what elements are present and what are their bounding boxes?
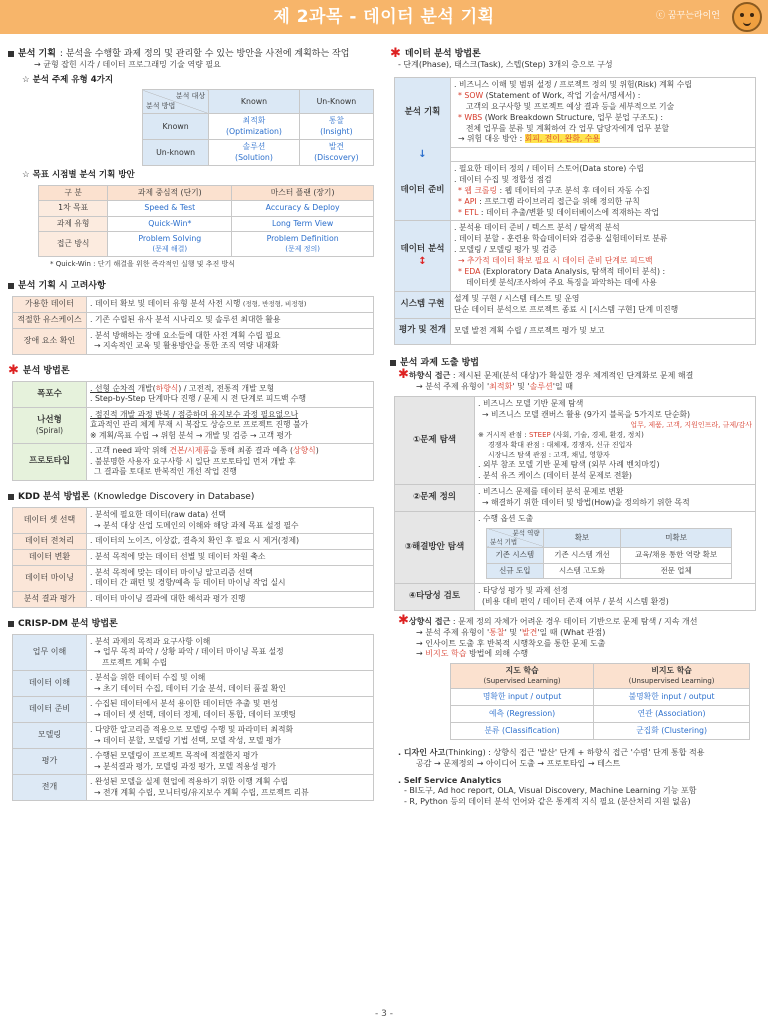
learn-cell: 불명확한 input / output: [594, 689, 750, 706]
matrix-col1: Known: [209, 90, 300, 114]
crisp-label: 전개: [13, 775, 87, 801]
section-method: [8, 362, 376, 378]
goal-cell: 과제 유형: [39, 216, 108, 232]
option-cell: 기존 시스템 개선: [543, 548, 621, 564]
phase-arrow: [395, 148, 451, 162]
spacer: [451, 148, 756, 162]
method-text: . 고객 need 파악 위해 견본/시제품을 통해 최종 결과 예측 (상향식) . 불분명한 사용자 요구사항 시 일단 프로토타입 먼저 개발 후 그 결과를 토대로 반복적인 개선 작업 진행: [87, 444, 374, 481]
method-label: 프로토타입: [13, 444, 87, 481]
bullet-square-icon: [8, 621, 14, 627]
goal-cell: Quick-Win*: [108, 216, 232, 232]
goal-cell: Long Term View: [232, 216, 374, 232]
section-data-method: [390, 48, 760, 60]
consider-text: . 데이터 확보 및 데이터 유형 분석 사전 시행 (정형, 반정형, 비정형): [87, 297, 374, 313]
crisp-label: 모델링: [13, 723, 87, 749]
crisp-text: . 수집된 데이터에서 분석 용이한 데이터만 추출 및 편성 → 데이터 셋 선택, 데이터 정제, 데이터 통합, 데이터 포맷팅: [87, 697, 374, 723]
option-cell: 신규 도입: [487, 563, 544, 579]
method-table: [12, 381, 374, 481]
kdd-label: 데이터 셋 선택: [13, 508, 87, 534]
learn-h2: 비지도 학습 (Unsupervised Learning): [594, 664, 750, 689]
consider-table: [12, 296, 374, 355]
section-title: 분석 기획: [18, 49, 56, 59]
section-title: 분석 과제 도출 방법: [400, 357, 479, 368]
step-content: . 비즈니스 모델 기반 문제 탐색 → 비즈니스 모델 캔버스 활용 (9가지 블록을 5가지로 단순화) 업무, 제품, 고객, 지원인프라, 규제/감사 ※ 거시적 관점 : STEEP (사회, 기술, 경제, 환경, 정치) 경쟁자 확대 관점 : 대체재, 경쟁자, 신규 진입자 시장니즈 탐색 관점 : 고객, 채널, 영향자 . 외부 참조 모델 기반 문제 탐색 (외부 사례 벤치마킹) . 분석 유즈 케이스 (데이터 분석 문제로 전환): [475, 397, 756, 485]
option-cell: 전문 업체: [621, 563, 732, 579]
topic-matrix-table: [142, 89, 374, 166]
section-consider: [8, 280, 376, 292]
credit-text: ⓒ 꿈꾸는라이언: [655, 11, 720, 21]
consider-label: 적절한 유스케이스: [13, 312, 87, 328]
section-desc: : 분석을 수행할 과제 정의 및 관리할 수 있는 방안을 사전에 계획하는 작업: [59, 49, 350, 59]
learn-cell: 분류 (Classification): [451, 723, 594, 740]
option-cell: 시스템 고도화: [543, 563, 621, 579]
section-title: 분석 방법론: [22, 365, 70, 376]
red-star-icon: ✱: [398, 366, 409, 382]
method-text: . 선형 순차적 개발(하향식) / 고전적, 전통적 개발 모형 . Step-by-Step 단계마다 진행 / 문제 시 전 단계로 피드백 수행: [87, 381, 374, 407]
learning-table: [450, 663, 750, 740]
section-crisp: [8, 618, 376, 630]
crisp-text: . 분석을 위한 데이터 수집 및 이해 → 초기 데이터 수집, 데이터 기술 분석, 데이터 품질 확인: [87, 671, 374, 697]
kdd-label: 데이터 변환: [13, 549, 87, 565]
goal-cell: Problem Solving (문제 해결): [108, 232, 232, 257]
section-plan: [8, 48, 376, 60]
phase-label: 데이터 준비: [395, 161, 451, 221]
kdd-text: . 분석에 필요한 데이터(raw data) 선택 → 분석 대상 산업 도메인의 이해와 해당 과제 목표 설정 필수: [87, 508, 374, 534]
phase-label: 평가 및 전개: [395, 318, 451, 344]
consider-label: 장애 요소 확인: [13, 328, 87, 354]
crisp-table: [12, 634, 374, 802]
step-label: ①문제 탐색: [395, 397, 475, 485]
phase-label: 데이터 분석 ↕: [395, 221, 451, 291]
section-title: 데이터 분석 방법론: [404, 49, 481, 59]
topic-title: ☆ 분석 주제 유형 4가지: [22, 74, 114, 85]
option-table: [486, 528, 732, 579]
right-column: [390, 42, 760, 808]
diag-bottom: 분석 방법: [146, 101, 176, 110]
section-title: KDD 분석 방법론: [18, 491, 90, 502]
goal-cell: 접근 방식: [39, 232, 108, 257]
left-column: [8, 42, 376, 801]
bottom-up-desc: ✱상향식 접근 : 문제 정의 자체가 어려운 경우 데이터 기반으로 문제 탐색 / 지속 개선: [398, 612, 698, 628]
kdd-text: . 분석 목적에 맞는 데이터 선별 및 데이터 차원 축소: [87, 549, 374, 565]
crisp-text: . 분석 과제의 목적과 요구사항 이해 → 업무 목적 파악 / 상황 파악 / 데이터 마이닝 목표 설정 프로젝트 계획 수립: [87, 634, 374, 671]
step-content: . 비즈니스 문제를 데이터 분석 문제로 변환 → 해결하기 위한 데이터 및 방법(How)을 정의하기 위한 목적: [475, 485, 756, 512]
top-down-desc: ✱하향식 접근 : 제시된 문제(분석 대상)가 확실한 경우 체계적인 단계화로 문제 해결: [398, 366, 694, 382]
ssa-2: - R, Python 등의 데이터 분석 언어와 같은 통계적 지식 필요 (분산처리 지원 없음): [404, 797, 691, 807]
consider-text: . 기존 수립된 유사 분석 시나리오 및 솔루션 최대한 활용: [87, 312, 374, 328]
kdd-text: . 데이터 마이닝 결과에 대한 해석과 평가 진행: [87, 591, 374, 607]
diag-top: 분석 대상: [175, 92, 206, 101]
matrix-cell-solution: 솔루션 (Solution): [209, 140, 300, 166]
design-thinking: . 디자인 사고(Thinking) : 상향식 접근 '발산' 단계 + 하향식 접근 '수렴' 단계 통합 적용: [398, 748, 705, 758]
section-derive: [390, 357, 760, 369]
learn-cell: 예측 (Regression): [451, 706, 594, 723]
consider-label: 가용한 데이터: [13, 297, 87, 313]
goal-h2: 마스터 플랜 (장기): [232, 185, 374, 201]
plan-desc-2: → 균형 잡힌 시각 / 데이터 프로그래밍 기술 역량 필요: [34, 60, 221, 70]
crisp-label: 평가: [13, 749, 87, 775]
option-diag: 분석 역량 분석 기법: [487, 528, 544, 547]
page-title: 제 2과목 - 데이터 분석 기획: [273, 7, 495, 27]
option-cell: 교육/채용 통한 역량 확보: [621, 548, 732, 564]
kdd-text: . 분석 목적에 맞는 데이터 마이닝 알고리즘 선택 . 데이터 간 패턴 및 경향/예측 등 데이터 마이닝 작업 실시: [87, 565, 374, 591]
bottom-up-3: → 비지도 학습 방법에 의해 수행: [416, 649, 529, 659]
matrix-cell-discovery: 발견 (Discovery): [299, 140, 373, 166]
goal-cell: Accuracy & Deploy: [232, 201, 374, 217]
option-h2: 미확보: [621, 528, 732, 547]
section-kdd: [8, 491, 376, 503]
method-label: 폭포수: [13, 381, 87, 407]
ssa-title: . Self Service Analytics: [398, 775, 502, 785]
crisp-text: . 수행된 모델링이 프로젝트 목적에 적절한지 평가 → 분석결과 평가, 모델링 과정 평가, 모델 적용성 평가: [87, 749, 374, 775]
crisp-label: 업무 이해: [13, 634, 87, 671]
matrix-row2: Un-known: [143, 140, 209, 166]
phase-content: 모델 발전 계획 수립 / 프로젝트 평가 및 보고: [451, 318, 756, 344]
matrix-cell-insight: 통찰 (Insight): [299, 114, 373, 140]
step-content: . 타당성 평가 및 과제 선정 (비용 대비 편익 / 데이터 존재 여부 / 분석 시스템 환경): [475, 584, 756, 611]
page-header: [0, 0, 768, 34]
bullet-square-icon: [8, 283, 14, 289]
red-star-icon: ✱: [390, 46, 401, 62]
top-down-arrow: → 분석 주제 유형이 '최적화' 및 '솔루션'일 때: [416, 381, 573, 391]
kdd-text: . 데이터의 노이즈, 이상값, 결측치 확인 후 필요 시 제거(정제): [87, 534, 374, 550]
section-title: 분석 기획 시 고려사항: [18, 280, 106, 291]
kdd-label: 데이터 마이닝: [13, 565, 87, 591]
goal-cell: Problem Definition (문제 정의): [232, 232, 374, 257]
learn-cell: 명확한 input / output: [451, 689, 594, 706]
bottom-up-2: → 인사이트 도출 후 반복적 시행착오를 통한 문제 도출: [416, 638, 606, 648]
arrow-down-icon: ↓: [418, 148, 427, 160]
crisp-label: 데이터 이해: [13, 671, 87, 697]
goal-title: ☆ 목표 시점별 분석 기획 방안: [22, 170, 135, 181]
step-content: . 수행 옵션 도출 분석 역량 분석 기법 확보 미확보 기존 시스템 기존 시스템 개선 교육/채용 통한 역량 확보 신규 도입 시스템 고도화 전문 업체: [475, 512, 756, 584]
goal-h0: 구 분: [39, 185, 108, 201]
method-label: 나선형 (Spiral): [13, 407, 87, 444]
lion-mascot-icon: [732, 2, 762, 32]
option-h1: 확보: [543, 528, 621, 547]
crisp-label: 데이터 준비: [13, 697, 87, 723]
data-method-table: [394, 77, 756, 345]
matrix-cell-optimization: 최적화 (Optimization): [209, 114, 300, 140]
bullet-square-icon: [8, 51, 14, 57]
bullet-square-icon: [390, 360, 396, 366]
goal-cell: Speed & Test: [108, 201, 232, 217]
method-text: . 점진적 개발 과정 반복 / 점증하며 유지보수 과정 필요없으나 효과적인 관리 체계 부재 시 복잡도 상승으로 프로젝트 진행 불가 ※ 계획/목표 수립 → 위험 분석 → 개발 및 검증 → 고객 평가: [87, 407, 374, 444]
bottom-up-1: → 분석 주제 유형이 '통찰' 및 '발견'일 때 (What 관점): [416, 627, 606, 637]
red-star-icon: ✱: [398, 612, 409, 628]
ssa-1: - BI도구, Ad hoc report, OLA, Visual Discovery, Machine Learning 기능 포함: [404, 786, 697, 796]
goal-note: * Quick-Win : 단기 해결을 위한 즉각적인 실행 및 추진 방식: [50, 260, 236, 269]
kdd-label: 분석 결과 평가: [13, 591, 87, 607]
phase-content: . 분석용 데이터 준비 / 텍스트 분석 / 탐색적 분석 . 데이터 분할 - 훈련용 학습데이터와 검증용 실험데이터로 분류 . 모델링 / 모델링 평가 및 검증 → 추가적 데이터 확보 필요 시 데이터 준비 단계로 피드백 * EDA (Exploratory Data Analysis, 탐색적 데이터 분석) : 데이터셋 분석/조사하여 주요 특징을 파악하는 데에 사용: [451, 221, 756, 291]
phase-content: 설계 및 구현 / 시스템 테스트 및 운영 단순 데이터 분석으로 프로젝트 종료 시 [시스템 구현] 단계 미진행: [451, 291, 756, 318]
step-label: ④타당성 검토: [395, 584, 475, 611]
goal-table: [38, 185, 374, 258]
learn-cell: 연관 (Association): [594, 706, 750, 723]
crisp-text: . 다양한 알고리즘 적용으로 모델링 수행 및 파라미터 최적화 → 데이터 분할, 모델링 기법 선택, 모델 작성, 모델 평가: [87, 723, 374, 749]
section-title: CRISP-DM 분석 방법론: [18, 618, 118, 629]
top-down-steps-table: [394, 396, 756, 611]
arrow-updown-icon: ↕: [418, 256, 427, 268]
page-number: - 3 -: [375, 1008, 393, 1019]
phase-content: . 필요한 데이터 정의 / 데이터 스토어(Data store) 수립 . 데이터 수집 및 정합성 점검 * 웹 크롤링 : 웹 데이터의 구조 분석 후 데이터 자동 수집 * API : 프로그램 라이브러리 접근을 위해 정의한 규칙 * ETL : 데이터 추출/변환 및 데이터베이스에 적재하는 작업: [451, 161, 756, 221]
crisp-text: . 완성된 모델을 실제 현업에 적용하기 위한 이행 계획 수립 → 전개 계획 수립, 모니터링/유지보수 계획 수립, 프로젝트 리뷰: [87, 775, 374, 801]
kdd-label: 데이터 전처리: [13, 534, 87, 550]
learn-cell: 군집화 (Clustering): [594, 723, 750, 740]
section-subtitle: (Knowledge Discovery in Database): [93, 491, 255, 502]
red-star-icon: ✱: [8, 362, 19, 378]
phase-label: 분석 기획: [395, 77, 451, 147]
goal-cell: 1차 목표: [39, 201, 108, 217]
learn-h1: 지도 학습 (Supervised Learning): [451, 664, 594, 689]
data-method-desc: - 단계(Phase), 태스크(Task), 스텝(Step) 3개의 층으로 구성: [398, 60, 613, 70]
bullet-square-icon: [8, 494, 14, 500]
matrix-col2: Un-Known: [299, 90, 373, 114]
consider-text: . 분석 방해하는 장애 요소들에 대한 사전 계획 수립 필요 → 지속적인 교육 및 활용방안을 통한 조직 역량 내재화: [87, 328, 374, 354]
design-thinking-2: 공감 → 문제정의 → 아이디어 도출 → 프로토타입 → 테스트: [416, 758, 621, 768]
goal-h1: 과제 중심적 (단기): [108, 185, 232, 201]
kdd-table: [12, 507, 374, 607]
matrix-row1: Known: [143, 114, 209, 140]
option-cell: 기존 시스템: [487, 548, 544, 564]
step-label: ③해결방안 탐색: [395, 512, 475, 584]
matrix-diag-cell: [143, 90, 209, 114]
step-label: ②문제 정의: [395, 485, 475, 512]
phase-label: 시스템 구현: [395, 291, 451, 318]
phase-content: . 비즈니스 이해 및 범위 설정 / 프로젝트 정의 및 위험(Risk) 계획 수립 * SOW (Statement of Work, 작업 기술서/명세서) : 고객의 요구사항 및 프로젝트 예상 결과 등을 세부적으로 기술 * WBS (Work Breakdown Structure, 업무 분업 구조도) : 전체 업무를 분류 및 계획하여 각 업무 담당자에게 업무 분할 → 위험 대응 방안 : 회피, 전이, 완화, 수용: [451, 77, 756, 147]
